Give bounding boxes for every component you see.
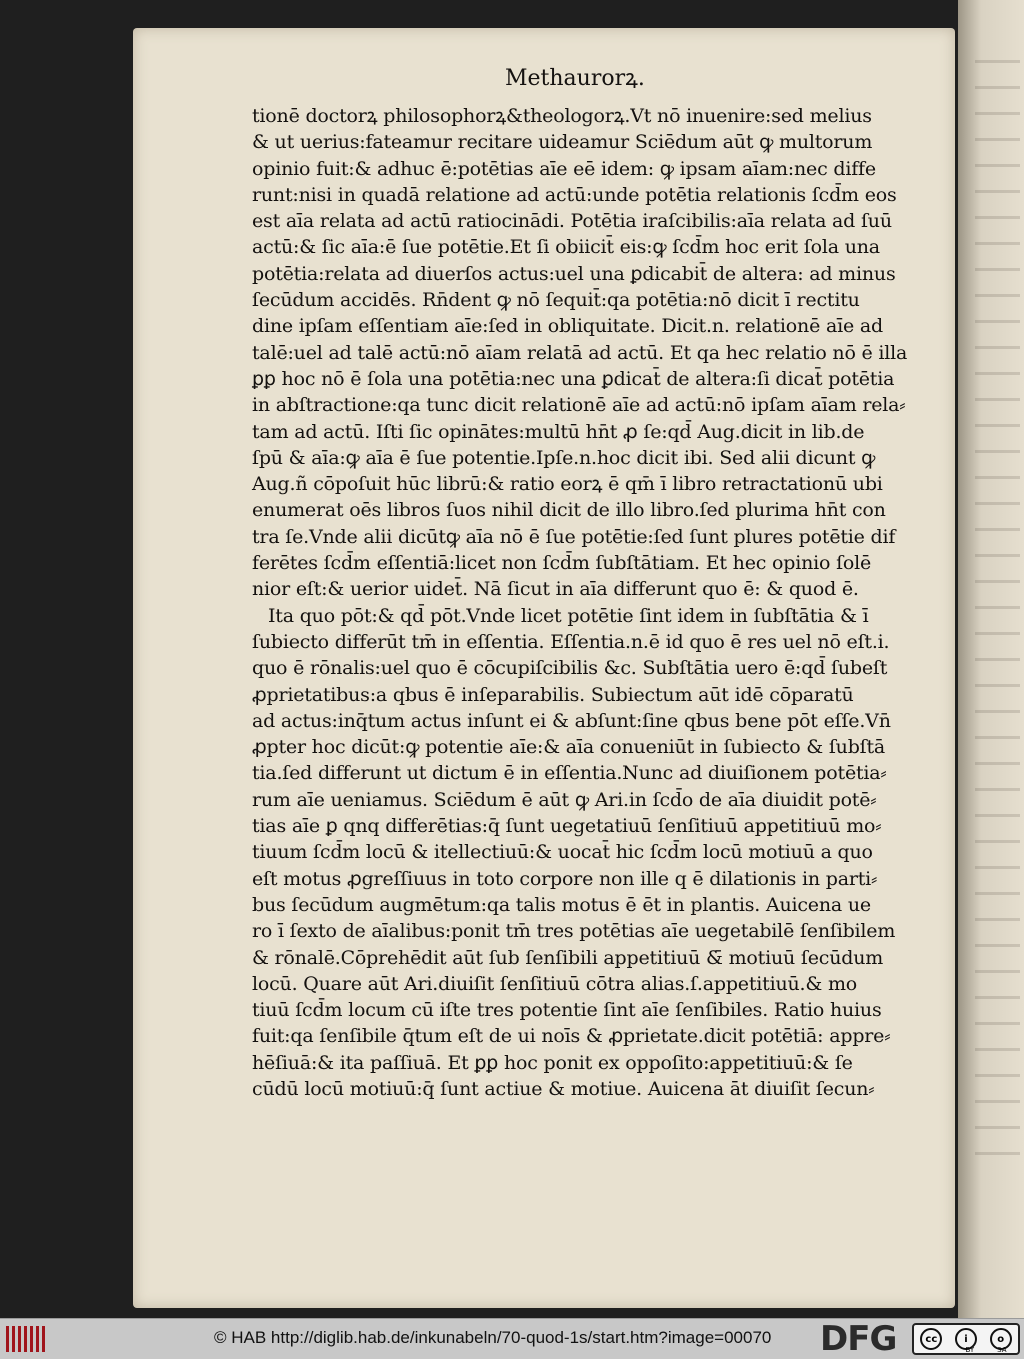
text-line-content: ſubiecto differūt tm̄ in eſſentia. Eſſentia.n.ē id quo ē res uel nō eſt.i.	[252, 630, 890, 653]
text-line	[252, 550, 914, 576]
running-head: Methaurorꝝ.	[505, 66, 645, 91]
text-line	[252, 1076, 914, 1102]
text-line	[252, 366, 914, 392]
text-line	[252, 892, 914, 918]
text-line	[252, 1050, 914, 1076]
text-line-content: ro ī ſexto de aīalibus:ponit tm̄ tres potētias aīe uegetabilē ſenſibilem	[252, 920, 896, 943]
text-line-content: ꝓpter hoc dicūt:ꝙ potentie aīe:& aīa conueniūt in ſubiecto & ſubſtā	[252, 736, 886, 759]
text-line	[252, 839, 914, 865]
text-line	[252, 340, 914, 366]
text-line-content: ad actus:inq̄tum actus inſunt ei & abſunt:ſine qbus bene pōt eſſe.Vn̄	[252, 709, 891, 732]
text-line	[252, 760, 914, 786]
by-icon: i	[955, 1328, 977, 1350]
text-line-content: ꝑꝑ hoc nō ē ſola una potētia:nec una ꝑdicat̄ de altera:ſi dicat̄ potētia	[252, 367, 895, 390]
text-line	[252, 629, 914, 655]
text-line	[252, 971, 914, 997]
text-line	[252, 313, 914, 339]
text-line	[252, 787, 914, 813]
text-line	[252, 603, 914, 629]
text-line-content: enumerat oēs libros ſuos nihil dicit de illo libro.ſed plurima hn̄t con	[252, 499, 886, 522]
text-line-content: Ita quo pōt:& qd̄ pōt.Vnde licet potētie ſint idem in ſubſtātia & ī	[268, 604, 869, 627]
text-line-content: fuit:qa ſenſibile q̄tum eſt de ui noīs & ꝓprietate.dicit potētiā: appre⸗	[252, 1025, 891, 1048]
text-line	[252, 655, 914, 681]
text-line-content: tiuū ſcd̄m locum cū iſte tres potentie ſint aīe ſenſibiles. Ratio huius	[252, 999, 882, 1022]
text-line-content: talē:uel ad talē actū:nō aīam relatā ad actū. Et qa hec relatio nō ē illa	[252, 341, 908, 364]
text-line	[252, 419, 914, 445]
source-link[interactable]: © HAB http://diglib.hab.de/inkunabeln/70-quod-1s/start.htm?image=00070	[214, 1328, 772, 1347]
text-line	[252, 945, 914, 971]
text-line	[252, 234, 914, 260]
by-label: BY	[965, 1346, 975, 1354]
text-line	[252, 997, 914, 1023]
text-line	[252, 182, 914, 208]
text-line-content: potētia:relata ad diuerſos actus:uel una ꝑdicabit̄ de altera: ad minus	[252, 262, 896, 285]
text-line	[252, 156, 914, 182]
text-line	[252, 129, 914, 155]
text-line-content: hēſiuā:& ita paſſiuā. Et ꝑꝑ hoc ponit ex oppoſito:appetitiuū:& ſe	[252, 1051, 853, 1074]
text-line-content: tia.ſed differunt ut dictum ē in eſſentia.Nunc ad diuiſionem potētia⸗	[252, 762, 887, 785]
text-line-content: tias aīe ꝑ qnq differētias:q̄ ſunt uegetatiuū ſenſitiuū appetitiuū mo⸗	[252, 815, 882, 838]
footer-bar	[0, 1318, 1024, 1359]
text-line	[252, 1023, 914, 1049]
page-text-block	[252, 103, 914, 1102]
text-line-content: runt:nisi in quadā relatione ad actū:unde potētia relationis ſcd̄m eos	[252, 183, 897, 206]
sa-icon: o	[990, 1328, 1012, 1350]
text-line-content: nior eſt:& uerior uidet̄. Nā ſicut in aīa differunt quo ē: & quod ē.	[252, 578, 859, 601]
cc-icon: cc	[920, 1328, 942, 1350]
cc-license-badge[interactable]	[912, 1323, 1020, 1355]
dfg-logo: DFG	[820, 1319, 897, 1359]
text-line	[252, 392, 914, 418]
text-line	[252, 918, 914, 944]
text-line-content: tra ſe.Vnde alii dicūtꝙ aīa nō ē ſue potētie:ſed ſunt plures potētie dif	[252, 525, 896, 548]
text-line-content: ſpū & aīa:ꝙ aīa ē ſue potentie.Ipſe.n.hoc dicit ibi. Sed alii dicunt ꝙ	[252, 446, 876, 469]
library-logo-icon	[6, 1326, 46, 1352]
sa-label: SA	[997, 1346, 1007, 1354]
text-line	[252, 287, 914, 313]
text-line-content: Aug.ñ cōpoſuit hūc librū:& ratio eorꝝ ē qm̄ ī libro retractationū ubi	[252, 473, 883, 496]
text-line	[252, 524, 914, 550]
text-line-content: quo ē rōnalis:uel quo ē cōcupiſcibilis &c. Subſtātia uero ē:qd̄ ſubeſt	[252, 657, 888, 680]
text-line	[252, 682, 914, 708]
text-line	[252, 103, 914, 129]
text-line-content: locū. Quare aūt Ari.diuiſit ſenſitiuū cōtra alias.ſ.appetitiuū.& mo	[252, 972, 858, 995]
text-line-content: cūdū locū motiuū:q̄ ſunt actiue & motiue. Auicena āt diuiſit ſecun⸗	[252, 1077, 875, 1100]
adjacent-page-text	[975, 60, 1020, 1160]
text-line-content: est aīa relata ad actū ratiocinādi. Potētia iraſcibilis:aīa relata ad ſuū	[252, 210, 892, 233]
text-line	[252, 471, 914, 497]
text-line-content: bus ſecūdum augmētum:qa talis motus ē ēt in plantis. Auicena ue	[252, 893, 871, 916]
text-line-content: tiuum ſcd̄m locū & itellectiuū:& uocat̄ hic ſcd̄m locū motiuū a quo	[252, 841, 873, 864]
text-line	[252, 866, 914, 892]
text-line	[252, 734, 914, 760]
text-line	[252, 261, 914, 287]
text-line-content: ꝓprietatibus:a qbus ē inſeparabilis. Subiectum aūt idē cōparatū	[252, 683, 854, 706]
text-line-content: & rōnalē.Cōprehēdit aūt ſub ſenſibili appetitiuū &̄ motiuū ſecūdum	[252, 946, 884, 969]
text-line	[252, 208, 914, 234]
text-line-content: opinio fuit:& adhuc ē:potētias aīe eē idem: ꝙ ipsam aīam:nec diffe	[252, 157, 876, 180]
text-line-content: tionē doctorꝝ philosophorꝝ&theologorꝝ.Vt nō inuenire:sed melius	[252, 105, 872, 127]
text-line-content: dine ipſam eſſentiam aīe:ſed in obliquitate. Dicit.n. relationē aīe ad	[252, 315, 883, 338]
text-line-content: eſt motus ꝓgreſſiuus in toto corpore non ille q ē dilationis in parti⸗	[252, 867, 878, 890]
text-line-content: ſecūdum accidēs. Rn̄dent ꝙ nō ſequit̄:qa potētia:nō dicit ī rectitu	[252, 289, 860, 312]
text-line-content: rum aīe ueniamus. Sciēdum ē aūt ꝙ Ari.in ſcd̄o de aīa diuidit potē⸗	[252, 788, 877, 811]
text-line	[252, 445, 914, 471]
text-line-content: actū:& ſic aīa:ē ſue potētie.Et ſi obiicit̄ eis:ꝙ ſcd̄m hoc erit ſola una	[252, 236, 880, 259]
text-line-content: & ut uerius:fateamur recitare uideamur Sciēdum aūt ꝙ multorum	[252, 131, 873, 154]
text-line-content: in abſtractione:qa tunc dicit relationē aīe ad actū:nō ipſam aīam rela⸗	[252, 394, 906, 417]
text-line	[252, 576, 914, 602]
text-line-content: tam ad actū. Iſti ſic opinātes:multū hn̄t ꝓ ſe:qd̄ Aug.dicit in lib.de	[252, 420, 865, 443]
text-line	[252, 708, 914, 734]
text-line	[252, 813, 914, 839]
license-labels	[914, 1346, 1018, 1354]
text-line-content: ferētes ſcd̄m eſſentiā:licet non ſcd̄m ſubſtātiam. Et hec opinio ſolē	[252, 552, 872, 575]
text-line	[252, 497, 914, 523]
